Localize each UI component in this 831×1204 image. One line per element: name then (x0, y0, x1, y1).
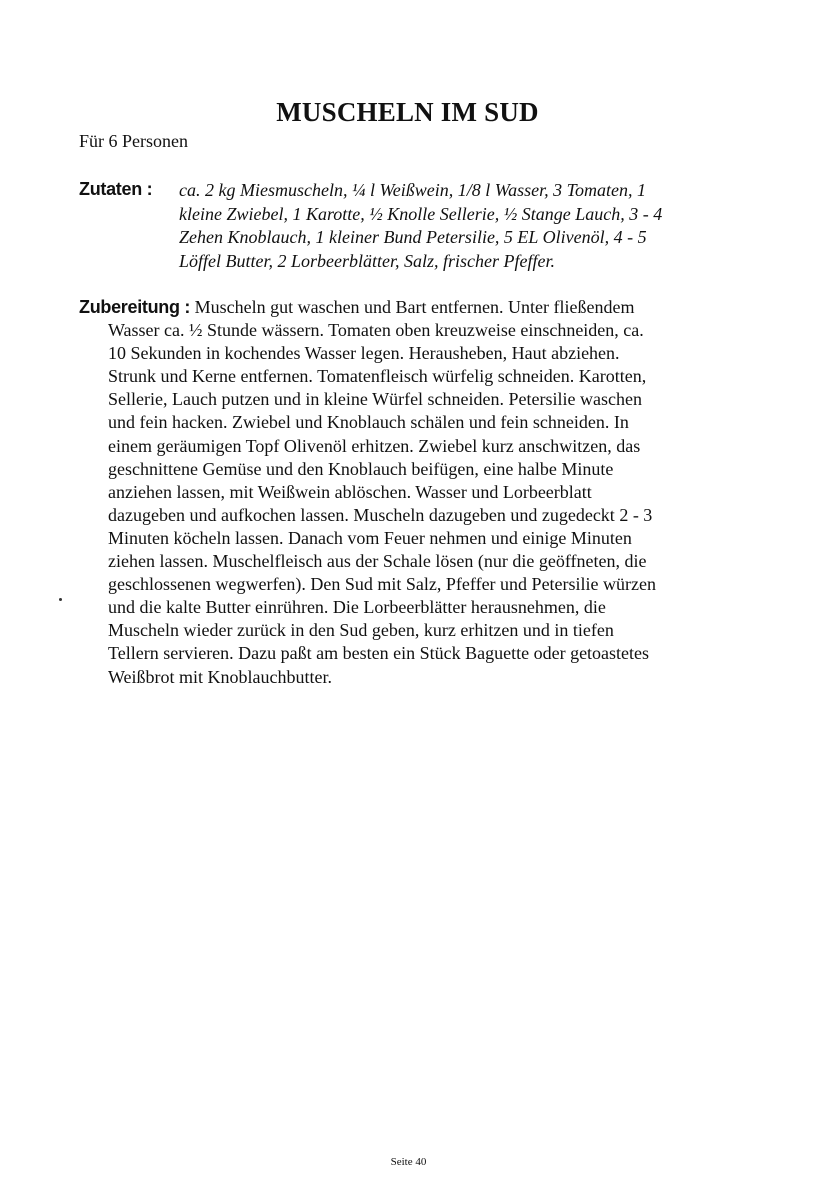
preparation-line: anziehen lassen, mit Weißwein ablöschen. Wasser und Lorbeerblatt (108, 481, 592, 502)
preparation-line: und die kalte Butter einrühren. Die Lorbeerblätter herausnehmen, die (108, 597, 606, 618)
ingredients-line: Löffel Butter, 2 Lorbeerblätter, Salz, frischer Pfeffer. (179, 250, 555, 271)
preparation-line: dazugeben und aufkochen lassen. Muscheln dazugeben und zugedeckt 2 - 3 (108, 504, 653, 525)
preparation-line: Minuten köcheln lassen. Danach vom Feuer nehmen und einige Minuten (108, 527, 632, 548)
preparation-section (79, 296, 734, 689)
preparation-line: Muscheln wieder zurück in den Sud geben, kurz erhitzen und in tiefen (108, 620, 614, 641)
ingredients-line: Zehen Knoblauch, 1 kleiner Bund Petersilie, 5 EL Olivenöl, 4 - 5 (179, 227, 647, 247)
preparation-line: geschlossenen wegwerfen). Den Sud mit Salz, Pfeffer und Petersilie würzen (108, 574, 657, 595)
preparation-line: Sellerie, Lauch putzen und in kleine Würfel schneiden. Petersilie waschen (108, 389, 642, 410)
ingredients-line: kleine Zwiebel, 1 Karotte, ½ Knolle Sellerie, ½ Stange Lauch, 3 - 4 (179, 203, 663, 224)
preparation-line: Strunk und Kerne entfernen. Tomatenfleisch würfelig schneiden. Karotten, (108, 366, 647, 387)
page-number: Seite 40 (390, 1156, 427, 1168)
preparation-line: geschnittene Gemüse und den Knoblauch beifügen, eine halbe Minute (108, 458, 614, 479)
preparation-line: ziehen lassen. Muschelfleisch aus der Schale lösen (nur die geöffneten, die (108, 551, 647, 572)
preparation-label: Zubereitung : (79, 297, 191, 317)
ingredients-line: ca. 2 kg Miesmuscheln, ¼ l Weißwein, 1/8 l Wasser, 3 Tomaten, 1 (179, 180, 646, 200)
ingredients-label: Zutaten : (79, 179, 153, 199)
preparation-line: einem geräumigen Topf Olivenöl erhitzen. Zwiebel kurz anschwitzen, das (108, 435, 641, 456)
servings-text: Für 6 Personen (79, 131, 188, 151)
ingredients-text (179, 179, 744, 273)
preparation-text: Muscheln gut waschen und Bart entfernen. Unter fließendem (190, 297, 635, 317)
preparation-line: Tellern servieren. Dazu paßt am besten ein Stück Baguette oder getoastetes (108, 643, 650, 664)
preparation-first-line (79, 296, 734, 319)
recipe-title: MUSCHELN IM SUD (276, 97, 539, 127)
preparation-line: Weißbrot mit Knoblauchbutter. (108, 666, 333, 687)
preparation-line: Wasser ca. ½ Stunde wässern. Tomaten oben kreuzweise einschneiden, ca. (108, 320, 644, 341)
preparation-line: 10 Sekunden in kochendes Wasser legen. Herausheben, Haut abziehen. (108, 343, 620, 364)
preparation-line: und fein hacken. Zwiebel und Knoblauch schälen und fein schneiden. In (108, 412, 629, 433)
scan-speck (59, 598, 62, 601)
